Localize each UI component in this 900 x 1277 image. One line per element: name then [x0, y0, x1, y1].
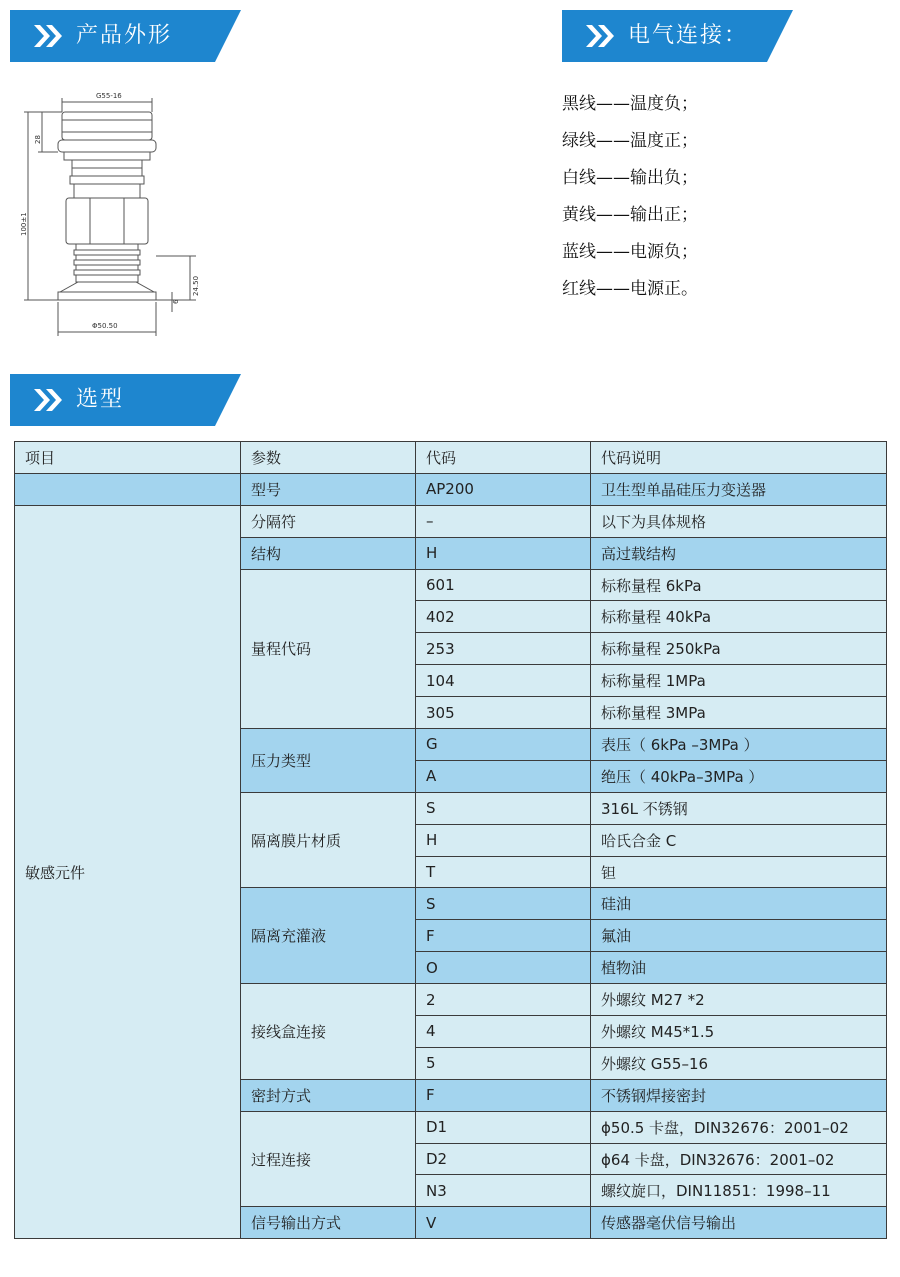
param-cell: 型号 — [241, 473, 416, 505]
code-cell: 2 — [416, 984, 591, 1016]
code-cell: N3 — [416, 1175, 591, 1207]
desc-cell: 标称量程 250kPa — [591, 633, 887, 665]
dim-diameter-label: Φ50.50 — [92, 322, 118, 330]
dim-6-label: 6 — [172, 299, 180, 304]
double-chevron-icon — [32, 23, 66, 49]
param-cell: 隔离充灌液 — [241, 888, 416, 984]
code-cell: 253 — [416, 633, 591, 665]
code-cell: D2 — [416, 1143, 591, 1175]
param-cell: 过程连接 — [241, 1111, 416, 1207]
code-cell: O — [416, 952, 591, 984]
desc-cell: 不锈钢焊接密封 — [591, 1079, 887, 1111]
code-cell: A — [416, 760, 591, 792]
table-row — [15, 505, 887, 537]
desc-cell: 外螺纹 G55–16 — [591, 1047, 887, 1079]
dim-total-height-label: 100±1 — [20, 212, 28, 236]
desc-cell: 表压（ 6kPa –3MPa ） — [591, 729, 887, 761]
code-cell: G — [416, 729, 591, 761]
desc-cell: 标称量程 40kPa — [591, 601, 887, 633]
param-cell: 量程代码 — [241, 569, 416, 728]
product-outline-drawing — [20, 86, 220, 346]
desc-cell: 标称量程 1MPa — [591, 665, 887, 697]
section-title-outline: 产品外形 — [76, 23, 173, 48]
param-cell: 隔离膜片材质 — [241, 792, 416, 888]
code-cell: H — [416, 824, 591, 856]
param-cell: 信号输出方式 — [241, 1207, 416, 1239]
section-title-wiring: 电气连接： — [628, 23, 749, 48]
code-cell: – — [416, 505, 591, 537]
section-banner-wiring — [562, 10, 793, 62]
desc-cell: ϕ50.5 卡盘，DIN32676：2001–02 — [591, 1111, 887, 1143]
param-cell: 密封方式 — [241, 1079, 416, 1111]
empty-cell — [15, 473, 241, 505]
desc-cell: 标称量程 3MPa — [591, 697, 887, 729]
dim-top-label: G55-16 — [96, 92, 122, 100]
desc-cell: 标称量程 6kPa — [591, 569, 887, 601]
code-cell: 601 — [416, 569, 591, 601]
category-cell: 敏感元件 — [15, 505, 241, 1238]
code-cell: T — [416, 856, 591, 888]
code-cell: V — [416, 1207, 591, 1239]
desc-cell: 绝压（ 40kPa–3MPa ） — [591, 760, 887, 792]
desc-cell: 植物油 — [591, 952, 887, 984]
wiring-list — [562, 86, 698, 308]
code-cell: D1 — [416, 1111, 591, 1143]
desc-cell: 高过载结构 — [591, 537, 887, 569]
param-cell: 分隔符 — [241, 505, 416, 537]
code-cell: 305 — [416, 697, 591, 729]
desc-cell: 硅油 — [591, 888, 887, 920]
section-banner-outline — [10, 10, 241, 62]
double-chevron-icon — [32, 387, 66, 413]
wiring-item: 黄线——输出正； — [562, 205, 698, 225]
desc-cell: 哈氏合金 C — [591, 824, 887, 856]
desc-cell: 螺纹旋口，DIN11851：1998–11 — [591, 1175, 887, 1207]
wiring-item: 黑线——温度负； — [562, 94, 698, 114]
code-cell: F — [416, 1079, 591, 1111]
code-cell: S — [416, 792, 591, 824]
param-cell: 接线盒连接 — [241, 984, 416, 1080]
desc-cell: 卫生型单晶硅压力变送器 — [591, 473, 887, 505]
wiring-item: 红线——电源正。 — [562, 279, 698, 299]
code-cell: 402 — [416, 601, 591, 633]
section-banner-selection — [10, 374, 241, 426]
wiring-item: 蓝线——电源负； — [562, 242, 698, 262]
param-cell: 结构 — [241, 537, 416, 569]
desc-cell: 传感器毫伏信号输出 — [591, 1207, 887, 1239]
header-item: 项目 — [15, 442, 241, 474]
code-cell: S — [416, 888, 591, 920]
desc-cell: 钽 — [591, 856, 887, 888]
code-cell: 5 — [416, 1047, 591, 1079]
desc-cell: 以下为具体规格 — [591, 505, 887, 537]
desc-cell: 外螺纹 M27 *2 — [591, 984, 887, 1016]
wiring-item: 白线——输出负； — [562, 168, 698, 188]
code-cell: AP200 — [416, 473, 591, 505]
code-cell: 104 — [416, 665, 591, 697]
code-cell: H — [416, 537, 591, 569]
dim-24-50-label: 24.50 — [192, 275, 200, 296]
header-code: 代码 — [416, 442, 591, 474]
desc-cell: ϕ64 卡盘，DIN32676：2001–02 — [591, 1143, 887, 1175]
table-row — [15, 473, 887, 505]
desc-cell: 外螺纹 M45*1.5 — [591, 1016, 887, 1048]
code-cell: F — [416, 920, 591, 952]
double-chevron-icon — [584, 23, 618, 49]
dim-28-label: 28 — [34, 135, 42, 144]
header-desc: 代码说明 — [591, 442, 887, 474]
desc-cell: 氟油 — [591, 920, 887, 952]
param-cell: 压力类型 — [241, 729, 416, 793]
desc-cell: 316L 不锈钢 — [591, 792, 887, 824]
header-param: 参数 — [241, 442, 416, 474]
table-header-row — [15, 442, 887, 474]
selection-table — [14, 441, 887, 1239]
wiring-item: 绿线——温度正； — [562, 131, 698, 151]
code-cell: 4 — [416, 1016, 591, 1048]
section-title-selection: 选型 — [76, 387, 125, 412]
